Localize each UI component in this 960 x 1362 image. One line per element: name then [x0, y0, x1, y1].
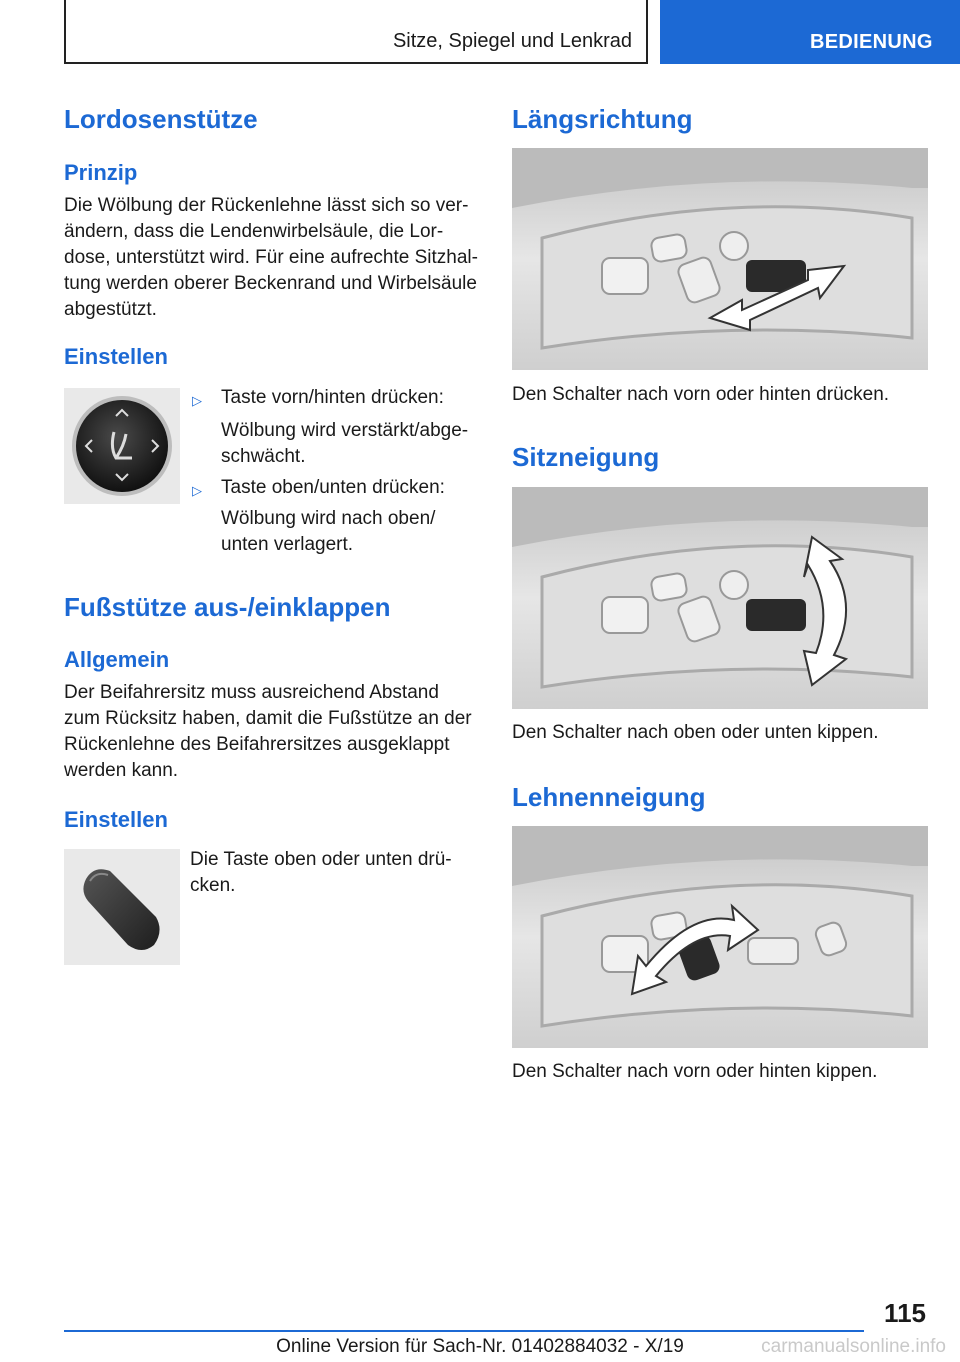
lordosis-switch-image — [64, 388, 180, 504]
step-1-action: Taste vorn/hinten drücken: — [221, 387, 444, 408]
principle-text: Die Wölbung der Rückenlehne lässt sich so ver- ändern, dass die Lendenwirbelsäule, die Lor- dose, unterstützt wird. Für eine aufrechte Sitzhal- tung werden oberer Beckenrand und Wirbelsäule abgestützt. — [64, 195, 478, 320]
longitudinal-seat-panel-image — [512, 148, 928, 370]
seat-tilt-title: Sitzneigung — [512, 442, 660, 472]
longitudinal-caption: Den Schalter nach vorn oder hinten drücken. — [512, 384, 890, 405]
general-text: Der Beifahrersitz muss ausreichend Abstand zum Rücksitz haben, damit die Fußstütze an der Rückenlehne des Beifahrersitzes ausgeklappt werden kann. — [64, 682, 472, 781]
longitudinal-title: Längsrichtung — [512, 104, 693, 134]
footer-online-version: Online Version für Sach-Nr. 01402884032 - X/19 — [276, 1336, 684, 1357]
general-heading: Allgemein — [64, 647, 170, 672]
step-2-marker: ▷ — [192, 483, 202, 498]
seat-tilt-caption: Den Schalter nach oben oder unten kippen. — [512, 722, 879, 743]
footer-rule — [64, 1330, 864, 1332]
backrest-tilt-title: Lehnenneigung — [512, 782, 706, 812]
footrest-adjust-text: Die Taste oben oder unten drü- cken. — [190, 849, 452, 896]
header-box — [64, 0, 648, 64]
page-number: 115 — [884, 1298, 926, 1328]
backrest-tilt-panel-image — [512, 826, 928, 1048]
header-chapter-tab: BEDIENUNG — [660, 0, 960, 64]
backrest-tilt-caption: Den Schalter nach vorn oder hinten kippen. — [512, 1061, 878, 1082]
seat-tilt-panel-image — [512, 487, 928, 709]
step-2-result: Wölbung wird nach oben/ unten verlagert. — [221, 508, 436, 555]
footrest-button-image — [64, 849, 180, 965]
footrest-adjust-heading: Einstellen — [64, 807, 168, 832]
step-1-marker: ▷ — [192, 393, 202, 408]
header-section-title: Sitze, Spiegel und Lenkrad — [392, 30, 632, 52]
watermark-logo: carmanualsonline.info — [761, 1336, 946, 1357]
lordosis-title: Lordosenstütze — [64, 104, 258, 134]
principle-heading: Prinzip — [64, 160, 138, 185]
step-2-action: Taste oben/unten drücken: — [221, 477, 445, 498]
lordosis-adjust-heading: Einstellen — [64, 344, 168, 369]
footrest-title: Fußstütze aus-/einklappen — [64, 592, 391, 622]
step-1-result: Wölbung wird verstärkt/abge- schwächt. — [221, 420, 469, 467]
